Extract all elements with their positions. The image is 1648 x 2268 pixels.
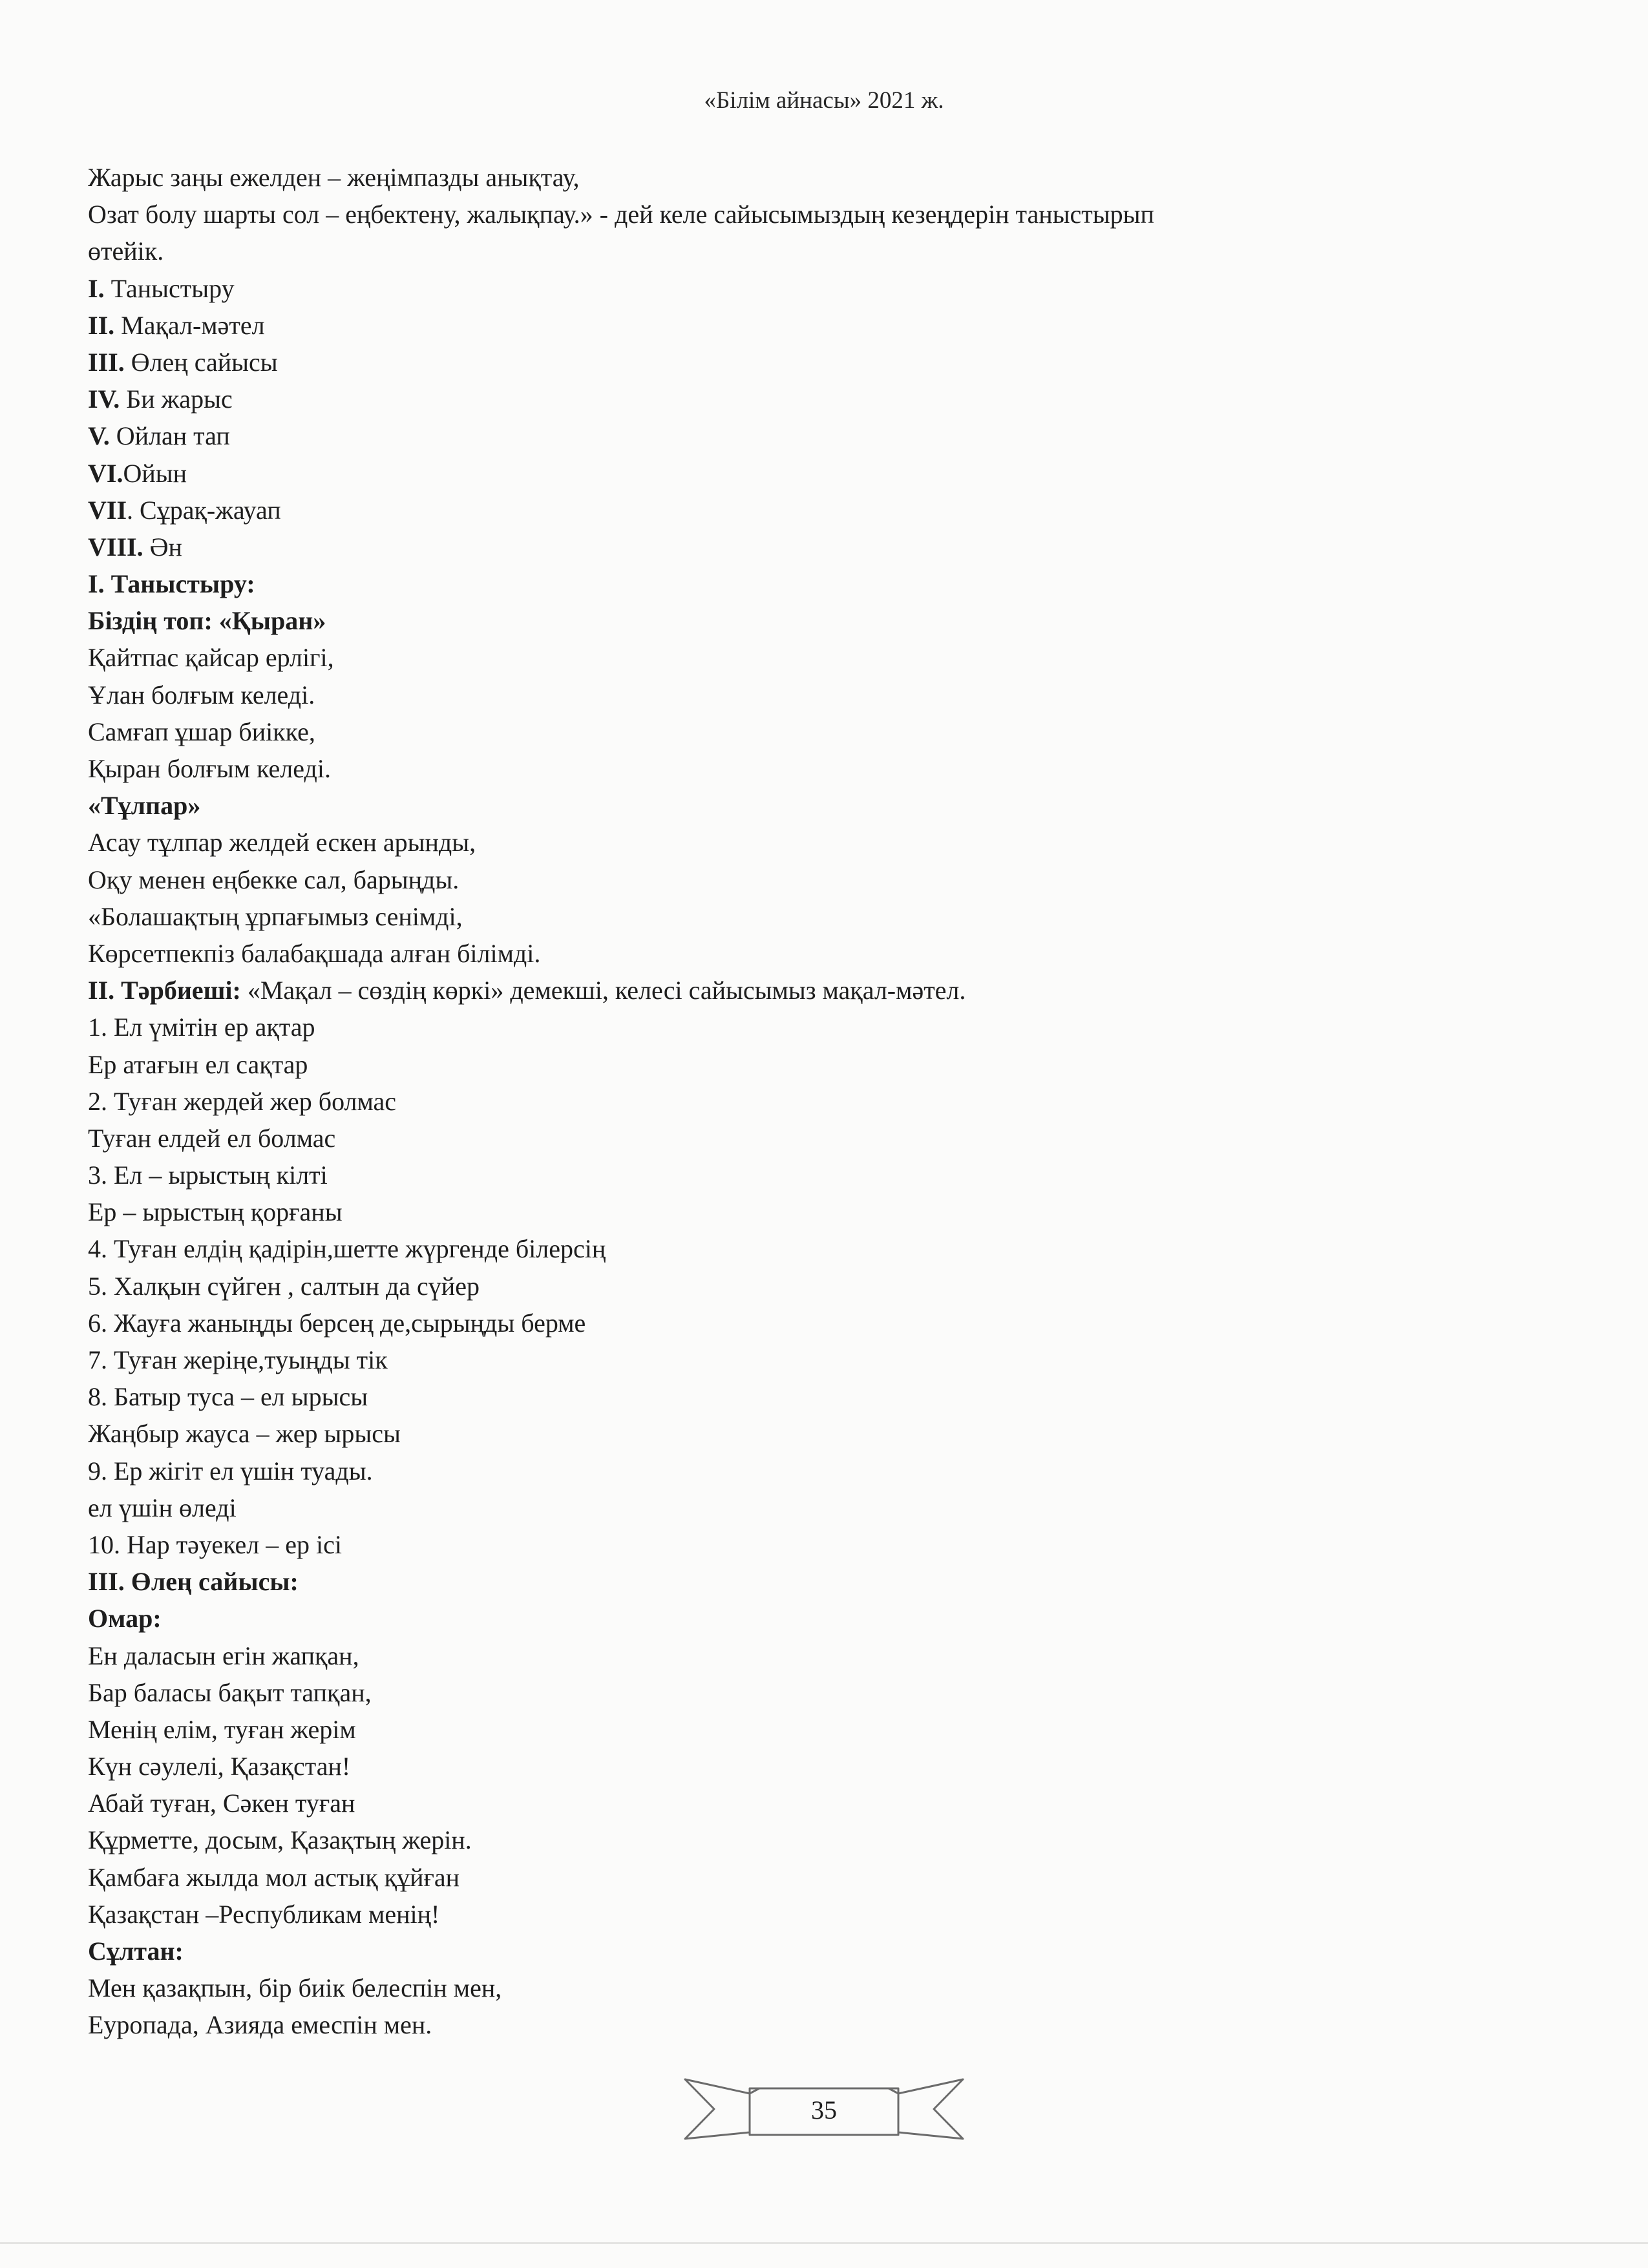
- bold-text-segment: VI.: [88, 458, 123, 488]
- page-number-ribbon: [679, 2068, 969, 2152]
- text-line: [88, 861, 1574, 898]
- bold-text-segment: IV.: [88, 384, 120, 414]
- text-segment: Самғап ұшар биікке,: [88, 717, 315, 746]
- text-line: [88, 602, 1574, 639]
- text-segment: Мақал-мәтел: [114, 310, 265, 340]
- bold-text-segment: II.: [88, 310, 115, 340]
- text-line: [88, 492, 1574, 529]
- text-segment: Мен қазақпын, бір биік белеспін мен,: [88, 1973, 502, 2003]
- bold-text-segment: І. Таныстыру:: [88, 569, 255, 599]
- text-segment: Менің елім, туған жерім: [88, 1714, 356, 1744]
- text-line: [88, 1341, 1574, 1378]
- bold-text-segment: I.: [88, 273, 105, 303]
- bold-text-segment: III.: [88, 347, 125, 377]
- text-segment: 8. Батыр туса – ел ырысы: [88, 1382, 368, 1412]
- bold-text-segment: «Тұлпар»: [88, 791, 201, 821]
- text-line: [88, 677, 1574, 713]
- text-line: [88, 344, 1574, 381]
- text-line: [88, 1785, 1574, 1822]
- text-line: [88, 713, 1574, 750]
- text-line: [88, 1969, 1574, 2006]
- bold-text-segment: VII: [88, 495, 127, 525]
- text-segment: 2. Туған жердей жер болмас: [88, 1086, 397, 1116]
- text-segment: Бар баласы бақыт тапқан,: [88, 1677, 372, 1707]
- text-segment: Ойлан тап: [109, 421, 230, 451]
- text-segment: Ойын: [123, 458, 187, 488]
- text-line: [88, 196, 1574, 233]
- text-segment: Би жарыс: [120, 384, 233, 414]
- text-segment: 5. Халқын сүйген , салтын да сүйер: [88, 1271, 480, 1301]
- text-line: [88, 750, 1574, 787]
- text-segment: Ер атағын ел сақтар: [88, 1049, 308, 1079]
- text-segment: Қазақстан –Республикам менің!: [88, 1899, 440, 1929]
- text-line: [88, 233, 1574, 269]
- text-segment: 4. Туған елдің қадірін,шетте жүргенде білерсің: [88, 1234, 606, 1264]
- text-line: [88, 529, 1574, 565]
- text-line: [88, 1046, 1574, 1083]
- text-segment: Таныстыру: [104, 273, 235, 303]
- text-line: [88, 972, 1574, 1009]
- text-line: [88, 1489, 1574, 1526]
- text-segment: «Болашақтың ұрпағымыз сенімді,: [88, 901, 463, 931]
- text-segment: Озат болу шарты сол – еңбектену, жалықпау.» - дей келе сайысымыздың кезеңдерін таныстырып: [88, 200, 1154, 229]
- text-line: [88, 159, 1574, 196]
- text-line: [88, 639, 1574, 676]
- text-line: [88, 935, 1574, 972]
- text-line: [88, 824, 1574, 861]
- text-segment: Қайтпас қайсар ерлігі,: [88, 643, 334, 673]
- text-line: [88, 1230, 1574, 1267]
- text-segment: 7. Туған жеріңе,туыңды тік: [88, 1345, 388, 1374]
- text-segment: Ұлан болғым келеді.: [88, 680, 315, 709]
- text-segment: Ән: [143, 532, 182, 562]
- bold-text-segment: Сұлтан:: [88, 1937, 184, 1966]
- text-line: [88, 565, 1574, 602]
- bold-text-segment: V.: [88, 421, 110, 451]
- running-header: «Білім айнасы» 2021 ж.: [704, 87, 944, 114]
- text-segment: Көрсетпекпіз балабақшада алған білімді.: [88, 938, 541, 968]
- text-line: [88, 1896, 1574, 1933]
- text-line: [88, 1009, 1574, 1045]
- text-line: [88, 1637, 1574, 1674]
- bold-text-segment: VIII.: [88, 532, 143, 562]
- text-line: [88, 1268, 1574, 1305]
- text-line: [88, 2006, 1574, 2043]
- text-line: [88, 1526, 1574, 1563]
- text-line: [88, 1600, 1574, 1637]
- text-segment: Ен даласын егін жапқан,: [88, 1641, 359, 1670]
- text-line: [88, 1157, 1574, 1193]
- text-segment: «Мақал – сөздің көркі» демекші, келесі сайысымыз мақал-мәтел.: [240, 976, 966, 1005]
- text-line: [88, 898, 1574, 935]
- text-line: [88, 1378, 1574, 1415]
- text-segment: өтейік.: [88, 236, 164, 266]
- scan-edge-divider: [0, 2242, 1648, 2244]
- text-segment: 6. Жауға жаныңды берсең де,сырыңды берме: [88, 1308, 586, 1338]
- text-line: [88, 1859, 1574, 1896]
- text-line: [88, 270, 1574, 307]
- text-line: [88, 1933, 1574, 1969]
- text-line: [88, 1674, 1574, 1711]
- text-segment: 3. Ел – ырыстың кілті: [88, 1160, 328, 1190]
- text-segment: Ер – ырыстың қорғаны: [88, 1197, 343, 1227]
- text-segment: Күн сәулелі, Қазақстан!: [88, 1752, 351, 1781]
- text-segment: Қыран болғым келеді.: [88, 754, 331, 783]
- text-segment: 1. Ел үмітін ер ақтар: [88, 1013, 315, 1042]
- bold-text-segment: ІІ. Тәрбиеші:: [88, 976, 241, 1005]
- text-segment: Асау тұлпар желдей ескен арынды,: [88, 828, 476, 857]
- text-segment: 9. Ер жігіт ел үшін туады.: [88, 1456, 373, 1486]
- page-number: 35: [811, 2095, 837, 2125]
- text-line: [88, 307, 1574, 344]
- text-line: [88, 1453, 1574, 1489]
- text-line: [88, 1083, 1574, 1120]
- document-body: [88, 159, 1574, 2044]
- text-line: [88, 381, 1574, 417]
- text-segment: Туған елдей ел болмас: [88, 1123, 336, 1153]
- text-segment: Жаңбыр жауса – жер ырысы: [88, 1419, 401, 1449]
- text-line: [88, 1711, 1574, 1748]
- text-line: [88, 1748, 1574, 1785]
- text-line: [88, 1563, 1574, 1600]
- text-segment: Еуропада, Азияда емеспін мен.: [88, 2010, 432, 2040]
- text-line: [88, 1822, 1574, 1858]
- text-segment: ел үшін өледі: [88, 1493, 237, 1522]
- text-line: [88, 455, 1574, 492]
- text-segment: Өлең сайысы: [124, 347, 278, 377]
- text-segment: . Сұрақ-жауап: [127, 495, 281, 525]
- text-segment: Жарыс заңы ежелден – жеңімпазды анықтау,: [88, 163, 580, 192]
- text-line: [88, 417, 1574, 454]
- text-line: [88, 1305, 1574, 1341]
- text-segment: 10. Нар тәуекел – ер ісі: [88, 1529, 342, 1559]
- text-line: [88, 787, 1574, 824]
- bold-text-segment: Біздің топ: «Қыран»: [88, 606, 326, 636]
- text-line: [88, 1415, 1574, 1452]
- text-segment: Абай туған, Сәкен туған: [88, 1789, 355, 1818]
- text-segment: Оқу менен еңбекке сал, барыңды.: [88, 865, 460, 894]
- text-segment: Құрметте, досым, Қазақтың жерін.: [88, 1825, 472, 1855]
- bold-text-segment: Омар:: [88, 1604, 162, 1633]
- text-line: [88, 1120, 1574, 1157]
- text-line: [88, 1193, 1574, 1230]
- bold-text-segment: ІІІ. Өлең сайысы:: [88, 1567, 299, 1597]
- text-segment: Қамбаға жылда мол астық құйған: [88, 1862, 460, 1892]
